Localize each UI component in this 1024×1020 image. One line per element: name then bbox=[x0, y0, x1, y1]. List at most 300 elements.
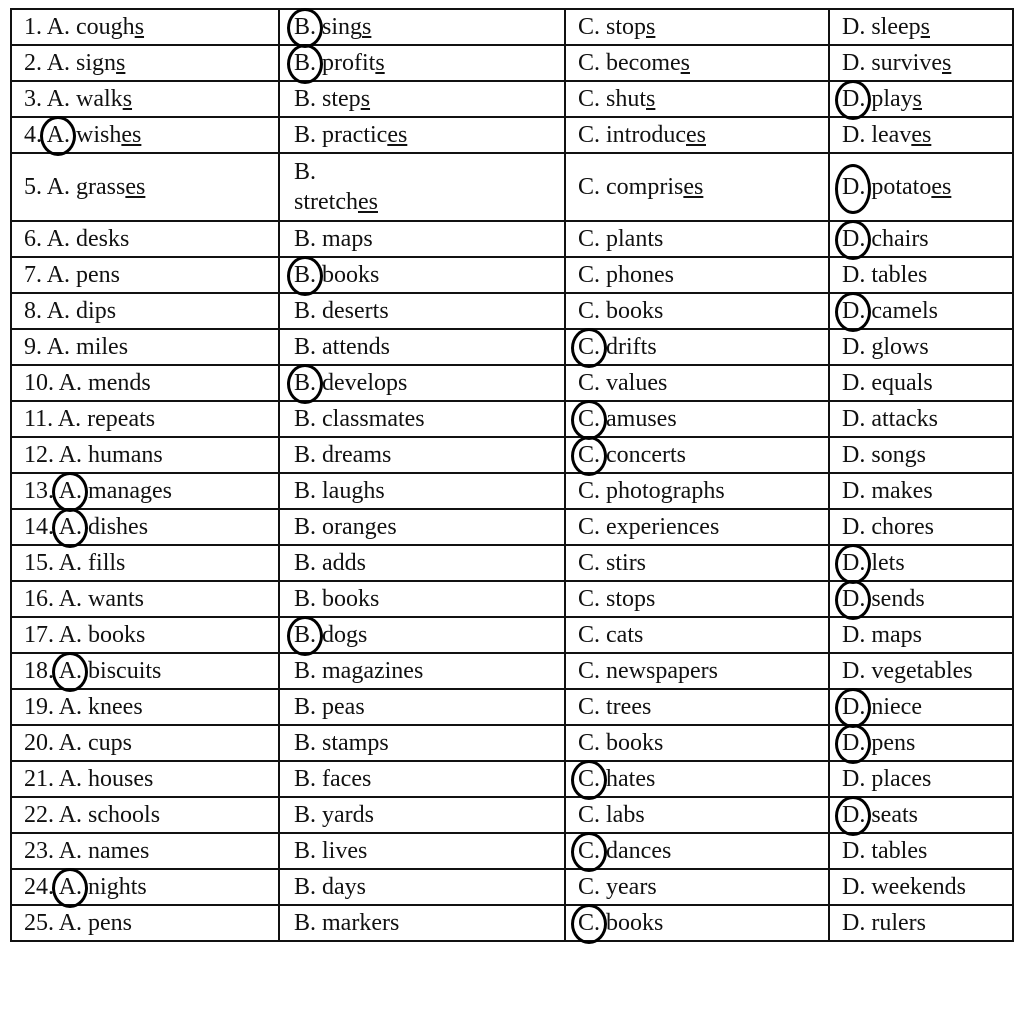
option-word: laughs bbox=[322, 478, 385, 504]
table-row bbox=[11, 257, 1013, 293]
table-row bbox=[11, 9, 1013, 45]
question-number: 2. bbox=[24, 50, 42, 76]
circled-answer-letter: A. bbox=[58, 874, 83, 900]
option-word: places bbox=[871, 766, 932, 792]
option-cell[interactable] bbox=[279, 653, 565, 689]
underlined-ending: es bbox=[931, 174, 952, 200]
option-letter: B. bbox=[294, 86, 317, 112]
option-word: glows bbox=[871, 334, 929, 360]
option-cell[interactable] bbox=[829, 293, 1013, 329]
option-letter: B. bbox=[294, 122, 317, 148]
option-cell[interactable] bbox=[829, 473, 1013, 509]
exercise-table bbox=[10, 8, 1014, 942]
option-word: trees bbox=[606, 694, 652, 720]
table-row bbox=[11, 905, 1013, 941]
option-word: houses bbox=[88, 766, 154, 792]
option-letter: D. bbox=[842, 262, 866, 288]
option-word: tables bbox=[871, 262, 928, 288]
option-word: values bbox=[606, 370, 668, 396]
circled-answer-letter: B. bbox=[294, 14, 317, 40]
option-cell[interactable] bbox=[829, 725, 1013, 761]
option-cell[interactable] bbox=[11, 545, 279, 581]
option-word: deserts bbox=[322, 298, 389, 324]
option-word: songs bbox=[871, 442, 927, 468]
option-word: pens bbox=[871, 730, 916, 756]
option-letter: B. bbox=[294, 406, 317, 432]
option-word: phones bbox=[606, 262, 675, 288]
option-cell[interactable] bbox=[565, 617, 829, 653]
option-letter: A. bbox=[58, 370, 83, 396]
option-cell[interactable] bbox=[829, 689, 1013, 725]
circled-answer-letter: D. bbox=[842, 298, 866, 324]
option-cell[interactable] bbox=[829, 509, 1013, 545]
option-word: sign bbox=[76, 50, 117, 76]
question-number: 20. bbox=[24, 730, 54, 756]
option-word: stamps bbox=[322, 730, 389, 756]
option-word: magazines bbox=[322, 658, 424, 684]
underlined-ending: s bbox=[942, 50, 952, 76]
option-word: fills bbox=[88, 550, 126, 576]
option-word: leav bbox=[871, 122, 912, 148]
question-number: 23. bbox=[24, 838, 54, 864]
option-word: schools bbox=[88, 802, 161, 828]
option-cell[interactable] bbox=[829, 329, 1013, 365]
option-cell[interactable] bbox=[11, 81, 279, 117]
table-row bbox=[11, 833, 1013, 869]
option-word: adds bbox=[322, 550, 367, 576]
option-word: repeats bbox=[87, 406, 156, 432]
option-letter: A. bbox=[58, 838, 83, 864]
option-cell[interactable] bbox=[11, 9, 279, 45]
underlined-ending: es bbox=[911, 122, 932, 148]
option-word: books bbox=[606, 730, 664, 756]
option-cell[interactable] bbox=[279, 797, 565, 833]
option-word: days bbox=[322, 874, 367, 900]
circled-answer-letter: A. bbox=[58, 478, 83, 504]
option-cell[interactable] bbox=[279, 509, 565, 545]
option-word: books bbox=[88, 622, 146, 648]
option-cell[interactable] bbox=[279, 9, 565, 45]
option-cell[interactable] bbox=[829, 833, 1013, 869]
option-word: books bbox=[606, 910, 664, 936]
option-cell[interactable] bbox=[565, 725, 829, 761]
option-cell[interactable] bbox=[565, 81, 829, 117]
table-row bbox=[11, 117, 1013, 153]
option-word: pens bbox=[88, 910, 133, 936]
option-cell[interactable] bbox=[565, 797, 829, 833]
option-word: nights bbox=[88, 874, 147, 900]
option-letter: A. bbox=[58, 910, 83, 936]
option-cell[interactable] bbox=[565, 365, 829, 401]
option-letter: A. bbox=[58, 622, 83, 648]
option-word: yards bbox=[322, 802, 374, 828]
option-letter: B. bbox=[294, 550, 317, 576]
option-word: peas bbox=[322, 694, 365, 720]
option-cell[interactable] bbox=[279, 221, 565, 257]
option-cell[interactable] bbox=[829, 45, 1013, 81]
option-word: cough bbox=[76, 14, 135, 40]
circled-answer-letter: D. bbox=[842, 802, 866, 828]
circled-answer-letter: C. bbox=[578, 442, 601, 468]
circled-answer-letter: B. bbox=[294, 622, 317, 648]
option-cell[interactable] bbox=[565, 293, 829, 329]
option-letter: C. bbox=[578, 262, 601, 288]
option-cell[interactable] bbox=[279, 365, 565, 401]
option-letter: C. bbox=[578, 86, 601, 112]
option-letter: C. bbox=[578, 658, 601, 684]
question-number: 21. bbox=[24, 766, 54, 792]
question-number: 16. bbox=[24, 586, 54, 612]
option-word: maps bbox=[871, 622, 923, 648]
option-cell[interactable] bbox=[565, 257, 829, 293]
option-cell[interactable] bbox=[11, 689, 279, 725]
option-word: mends bbox=[88, 370, 151, 396]
option-letter: A. bbox=[58, 730, 83, 756]
option-word: tables bbox=[871, 838, 928, 864]
option-letter: D. bbox=[842, 370, 866, 396]
option-letter: B. bbox=[294, 838, 317, 864]
option-cell[interactable] bbox=[829, 153, 1013, 221]
option-word: pens bbox=[76, 262, 121, 288]
option-word: books bbox=[606, 298, 664, 324]
option-word: wants bbox=[88, 586, 145, 612]
option-letter: B. bbox=[294, 514, 317, 540]
option-cell[interactable] bbox=[11, 45, 279, 81]
option-word: hates bbox=[606, 766, 656, 792]
option-letter: B. bbox=[294, 586, 317, 612]
option-cell[interactable] bbox=[829, 869, 1013, 905]
option-letter: B. bbox=[294, 910, 317, 936]
option-cell[interactable] bbox=[11, 401, 279, 437]
option-word: oranges bbox=[322, 514, 397, 540]
option-letter: D. bbox=[842, 838, 866, 864]
option-cell[interactable] bbox=[11, 329, 279, 365]
option-word: equals bbox=[871, 370, 933, 396]
option-word: newspapers bbox=[606, 658, 718, 684]
option-cell[interactable] bbox=[829, 365, 1013, 401]
table-row bbox=[11, 725, 1013, 761]
question-number: 6. bbox=[24, 226, 42, 252]
option-cell[interactable] bbox=[565, 509, 829, 545]
option-word: stretch bbox=[294, 189, 358, 215]
option-cell[interactable] bbox=[829, 221, 1013, 257]
option-cell[interactable] bbox=[565, 905, 829, 941]
option-letter: A. bbox=[58, 442, 83, 468]
option-letter: B. bbox=[294, 730, 317, 756]
table-row bbox=[11, 365, 1013, 401]
option-cell[interactable] bbox=[565, 117, 829, 153]
table-row bbox=[11, 401, 1013, 437]
option-cell[interactable] bbox=[279, 153, 565, 221]
table-row bbox=[11, 329, 1013, 365]
option-cell[interactable] bbox=[11, 221, 279, 257]
option-letter: C. bbox=[578, 514, 601, 540]
option-word: books bbox=[322, 262, 380, 288]
option-letter: C. bbox=[578, 694, 601, 720]
option-word: shut bbox=[606, 86, 647, 112]
table-row bbox=[11, 617, 1013, 653]
option-cell[interactable] bbox=[565, 869, 829, 905]
option-word: labs bbox=[606, 802, 645, 828]
option-cell[interactable] bbox=[565, 761, 829, 797]
option-letter: A. bbox=[58, 694, 83, 720]
option-cell[interactable] bbox=[565, 153, 829, 221]
circled-answer-letter: C. bbox=[578, 838, 601, 864]
option-word: wish bbox=[76, 122, 122, 148]
option-word: amuses bbox=[606, 406, 677, 432]
option-word: stop bbox=[606, 14, 647, 40]
table-row bbox=[11, 581, 1013, 617]
option-cell[interactable] bbox=[11, 761, 279, 797]
option-cell[interactable] bbox=[279, 833, 565, 869]
table-row bbox=[11, 153, 1013, 221]
option-cell[interactable] bbox=[279, 81, 565, 117]
option-word: rulers bbox=[871, 910, 926, 936]
option-letter: B. bbox=[294, 298, 317, 324]
option-cell[interactable] bbox=[279, 117, 565, 153]
option-cell[interactable] bbox=[565, 545, 829, 581]
circled-answer-letter: D. bbox=[842, 694, 866, 720]
question-number: 14. bbox=[24, 514, 54, 540]
table-row bbox=[11, 509, 1013, 545]
question-number: 18. bbox=[24, 658, 54, 684]
option-word: years bbox=[606, 874, 657, 900]
option-letter: C. bbox=[578, 14, 601, 40]
option-letter: D. bbox=[842, 334, 866, 360]
option-word: drifts bbox=[606, 334, 657, 360]
option-word: camels bbox=[871, 298, 938, 324]
option-cell[interactable] bbox=[565, 329, 829, 365]
option-letter: B. bbox=[294, 874, 317, 900]
circled-answer-letter: B. bbox=[294, 370, 317, 396]
question-number: 5. bbox=[24, 174, 42, 200]
circled-answer-letter: A. bbox=[46, 122, 71, 148]
question-number: 3. bbox=[24, 86, 42, 112]
option-letter: D. bbox=[842, 910, 866, 936]
question-number: 7. bbox=[24, 262, 42, 288]
option-word: plants bbox=[606, 226, 664, 252]
option-word: photographs bbox=[606, 478, 725, 504]
option-letter: B. bbox=[294, 159, 317, 185]
circled-answer-letter: C. bbox=[578, 406, 601, 432]
option-word: chairs bbox=[871, 226, 929, 252]
circled-answer-letter: D. bbox=[842, 174, 866, 200]
option-letter: C. bbox=[578, 730, 601, 756]
option-letter: B. bbox=[294, 658, 317, 684]
option-word: knees bbox=[88, 694, 143, 720]
option-letter: B. bbox=[294, 334, 317, 360]
option-cell[interactable] bbox=[279, 329, 565, 365]
option-word: stops bbox=[606, 586, 656, 612]
option-cell[interactable] bbox=[565, 581, 829, 617]
underlined-ending: s bbox=[362, 14, 372, 40]
option-letter: A. bbox=[46, 262, 71, 288]
option-letter: C. bbox=[578, 122, 601, 148]
option-cell[interactable] bbox=[11, 293, 279, 329]
option-cell[interactable] bbox=[279, 617, 565, 653]
option-cell[interactable] bbox=[829, 797, 1013, 833]
option-cell[interactable] bbox=[11, 653, 279, 689]
option-cell[interactable] bbox=[565, 221, 829, 257]
option-word: faces bbox=[322, 766, 372, 792]
option-word: lives bbox=[322, 838, 368, 864]
option-word: survive bbox=[871, 50, 942, 76]
option-word: cats bbox=[606, 622, 644, 648]
option-word: sleep bbox=[871, 14, 921, 40]
table-row bbox=[11, 45, 1013, 81]
option-word: humans bbox=[88, 442, 163, 468]
option-cell[interactable] bbox=[829, 905, 1013, 941]
option-cell[interactable] bbox=[279, 725, 565, 761]
underlined-ending: s bbox=[116, 50, 126, 76]
question-number: 19. bbox=[24, 694, 54, 720]
underlined-ending: es bbox=[387, 122, 408, 148]
option-word: classmates bbox=[322, 406, 425, 432]
option-cell[interactable] bbox=[565, 833, 829, 869]
option-cell[interactable] bbox=[11, 437, 279, 473]
exercise-table-body bbox=[11, 9, 1013, 941]
option-word: profit bbox=[322, 50, 376, 76]
underlined-ending: s bbox=[920, 14, 930, 40]
option-cell[interactable] bbox=[279, 45, 565, 81]
option-cell[interactable] bbox=[829, 401, 1013, 437]
option-word: attacks bbox=[871, 406, 938, 432]
option-cell[interactable] bbox=[279, 905, 565, 941]
option-cell[interactable] bbox=[11, 581, 279, 617]
underlined-ending: s bbox=[360, 86, 371, 112]
option-word: dances bbox=[606, 838, 672, 864]
option-cell[interactable] bbox=[279, 257, 565, 293]
option-cell[interactable] bbox=[829, 117, 1013, 153]
option-cell[interactable] bbox=[279, 689, 565, 725]
table-row bbox=[11, 81, 1013, 117]
option-cell[interactable] bbox=[279, 437, 565, 473]
question-number: 12. bbox=[24, 442, 54, 468]
table-row bbox=[11, 869, 1013, 905]
underlined-ending: es bbox=[683, 174, 704, 200]
option-word: concerts bbox=[606, 442, 686, 468]
underlined-ending: s bbox=[680, 50, 690, 76]
option-letter: D. bbox=[842, 406, 866, 432]
option-cell[interactable] bbox=[11, 833, 279, 869]
option-cell[interactable] bbox=[565, 437, 829, 473]
option-word: dogs bbox=[322, 622, 368, 648]
option-word: sends bbox=[871, 586, 925, 612]
option-cell[interactable] bbox=[829, 761, 1013, 797]
option-word: books bbox=[322, 586, 380, 612]
option-cell[interactable] bbox=[829, 257, 1013, 293]
option-word: seats bbox=[871, 802, 918, 828]
circled-answer-letter: A. bbox=[58, 658, 83, 684]
option-cell[interactable] bbox=[565, 653, 829, 689]
option-word: practic bbox=[322, 122, 388, 148]
option-cell[interactable] bbox=[829, 545, 1013, 581]
option-letter: C. bbox=[578, 50, 601, 76]
circled-answer-letter: D. bbox=[842, 550, 866, 576]
option-letter: D. bbox=[842, 50, 866, 76]
option-cell[interactable] bbox=[279, 869, 565, 905]
option-letter: B. bbox=[294, 442, 317, 468]
circled-answer-letter: D. bbox=[842, 226, 866, 252]
option-letter: A. bbox=[57, 406, 82, 432]
option-cell[interactable] bbox=[279, 473, 565, 509]
option-cell[interactable] bbox=[829, 617, 1013, 653]
option-cell[interactable] bbox=[11, 509, 279, 545]
option-cell[interactable] bbox=[565, 9, 829, 45]
option-word: desks bbox=[76, 226, 130, 252]
option-cell[interactable] bbox=[11, 797, 279, 833]
option-cell[interactable] bbox=[279, 293, 565, 329]
option-cell[interactable] bbox=[11, 473, 279, 509]
option-cell[interactable] bbox=[279, 545, 565, 581]
option-word: step bbox=[322, 86, 361, 112]
option-letter: A. bbox=[58, 550, 83, 576]
option-letter: A. bbox=[46, 174, 71, 200]
option-word: makes bbox=[871, 478, 933, 504]
option-cell[interactable] bbox=[829, 9, 1013, 45]
option-cell[interactable] bbox=[11, 725, 279, 761]
option-cell[interactable] bbox=[565, 689, 829, 725]
option-word: introduc bbox=[606, 122, 686, 148]
option-letter: A. bbox=[46, 334, 71, 360]
option-cell[interactable] bbox=[565, 45, 829, 81]
option-word: dips bbox=[76, 298, 117, 324]
option-letter: A. bbox=[46, 86, 71, 112]
option-letter: A. bbox=[58, 766, 83, 792]
option-cell[interactable] bbox=[11, 257, 279, 293]
table-row bbox=[11, 221, 1013, 257]
option-letter: B. bbox=[294, 694, 317, 720]
option-cell[interactable] bbox=[565, 473, 829, 509]
question-number: 8. bbox=[24, 298, 42, 324]
circled-answer-letter: D. bbox=[842, 586, 866, 612]
option-cell[interactable] bbox=[11, 617, 279, 653]
option-cell[interactable] bbox=[11, 905, 279, 941]
table-row bbox=[11, 437, 1013, 473]
table-row bbox=[11, 545, 1013, 581]
option-cell[interactable] bbox=[279, 761, 565, 797]
option-cell[interactable] bbox=[279, 581, 565, 617]
option-letter: C. bbox=[578, 174, 601, 200]
option-cell[interactable] bbox=[565, 401, 829, 437]
option-word: dreams bbox=[322, 442, 392, 468]
option-cell[interactable] bbox=[11, 117, 279, 153]
option-letter: D. bbox=[842, 478, 866, 504]
option-letter: C. bbox=[578, 874, 601, 900]
underlined-ending: es bbox=[121, 122, 142, 148]
option-word: weekends bbox=[871, 874, 966, 900]
option-word: biscuits bbox=[88, 658, 162, 684]
option-letter: A. bbox=[58, 586, 83, 612]
option-cell[interactable] bbox=[829, 437, 1013, 473]
underlined-ending: s bbox=[912, 86, 923, 112]
question-number: 10. bbox=[24, 370, 54, 396]
option-cell[interactable] bbox=[11, 869, 279, 905]
option-cell[interactable] bbox=[11, 153, 279, 221]
underlined-ending: s bbox=[646, 86, 656, 112]
option-word: lets bbox=[871, 550, 905, 576]
option-word: play bbox=[871, 86, 913, 112]
option-cell[interactable] bbox=[11, 365, 279, 401]
option-letter: D. bbox=[842, 514, 866, 540]
option-letter: C. bbox=[578, 586, 601, 612]
option-letter: C. bbox=[578, 226, 601, 252]
table-row bbox=[11, 473, 1013, 509]
option-cell[interactable] bbox=[279, 401, 565, 437]
option-cell[interactable] bbox=[829, 581, 1013, 617]
option-cell[interactable] bbox=[829, 653, 1013, 689]
option-cell[interactable] bbox=[829, 81, 1013, 117]
